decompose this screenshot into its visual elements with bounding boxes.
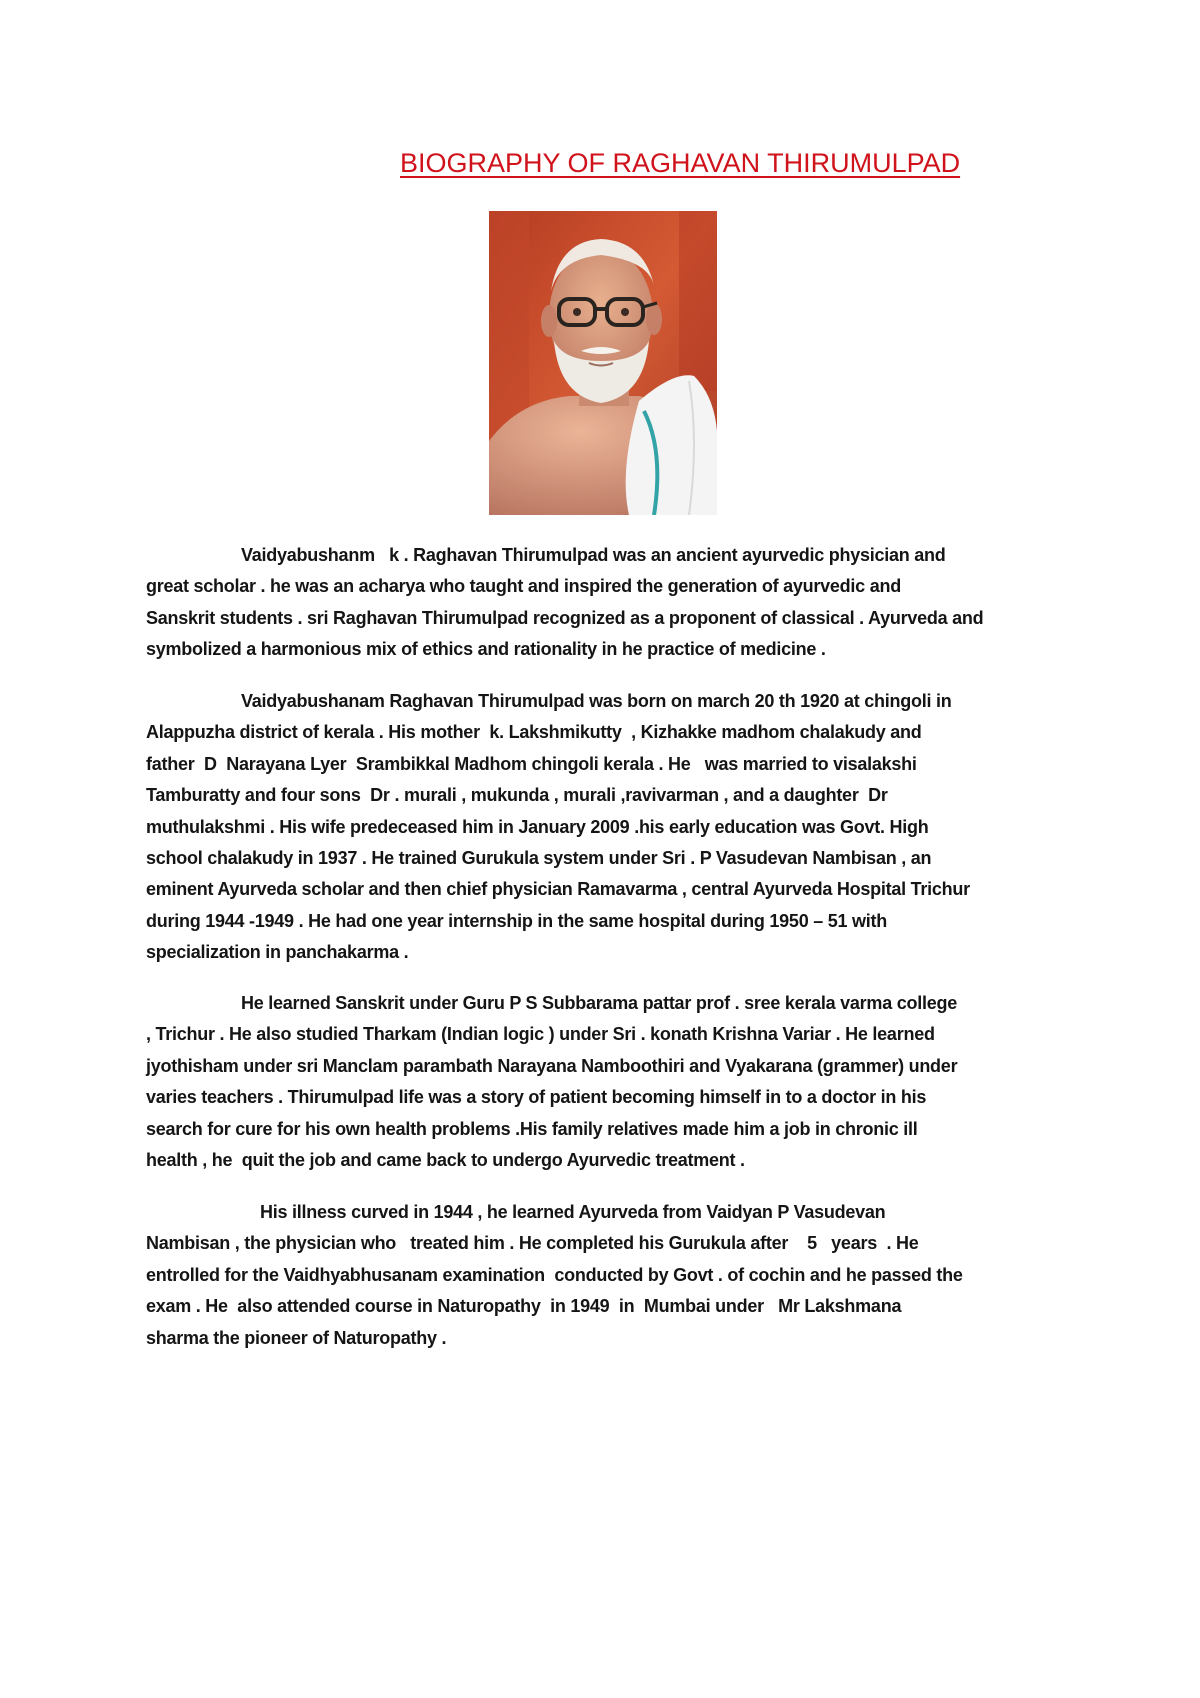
paragraph-line: His illness curved in 1944 , he learned Ayurveda from Vaidyan P Vasudevan — [146, 1202, 886, 1222]
paragraph-line: specialization in panchakarma . — [146, 942, 409, 963]
paragraph-line: Sanskrit students . sri Raghavan Thirumulpad recognized as a proponent of classical . Ayurveda and — [146, 607, 984, 628]
paragraph-4 — [146, 1197, 1066, 1354]
paragraph-3 — [146, 988, 1066, 1176]
paragraph-line: eminent Ayurveda scholar and then chief physician Ramavarma , central Ayurveda Hospital Trichur — [146, 879, 970, 900]
paragraph-line: varies teachers . Thirumulpad life was a story of patient becoming himself in to a doctor in his — [146, 1087, 927, 1108]
paragraph-line: Vaidyabushanm k . Raghavan Thirumulpad was an ancient ayurvedic physician and — [146, 545, 946, 565]
paragraph-line: Vaidyabushanam Raghavan Thirumulpad was born on march 20 th 1920 at chingoli in — [146, 691, 952, 711]
paragraph-line: entrolled for the Vaidhyabhusanam examination conducted by Govt . of cochin and he passed the — [146, 1264, 963, 1285]
paragraph-line: search for cure for his own health problems .His family relatives made him a job in chronic ill — [146, 1118, 918, 1139]
paragraph-line: exam . He also attended course in Naturopathy in 1949 in Mumbai under Mr Lakshmana — [146, 1296, 902, 1317]
paragraph-line: muthulakshmi . His wife predeceased him in January 2009 .his early education was Govt. High — [146, 816, 929, 837]
paragraph-line: great scholar . he was an acharya who taught and inspired the generation of ayurvedic and — [146, 576, 901, 597]
paragraph-line: sharma the pioneer of Naturopathy . — [146, 1327, 447, 1348]
paragraph-line: jyothisham under sri Manclam parambath Narayana Namboothiri and Vyakarana (grammer) under — [146, 1055, 958, 1076]
paragraph-line: father D Narayana Lyer Srambikkal Madhom chingoli kerala . He was married to visalakshi — [146, 753, 917, 774]
paragraph-line: school chalakudy in 1937 . He trained Gurukula system under Sri . P Vasudevan Nambisan , an — [146, 847, 932, 868]
portrait-photo — [489, 211, 717, 515]
portrait-icon — [489, 211, 717, 515]
paragraph-line: He learned Sanskrit under Guru P S Subbarama pattar prof . sree kerala varma college — [146, 993, 957, 1013]
paragraph-line: Nambisan , the physician who treated him . He completed his Gurukula after 5 years . He — [146, 1233, 919, 1254]
paragraph-line: symbolized a harmonious mix of ethics and rationality in he practice of medicine . — [146, 639, 826, 660]
paragraph-1 — [146, 540, 1066, 666]
paragraph-line: , Trichur . He also studied Tharkam (Indian logic ) under Sri . konath Krishna Variar . He learned — [146, 1024, 935, 1045]
paragraph-line: health , he quit the job and came back to undergo Ayurvedic treatment . — [146, 1149, 745, 1170]
paragraph-line: Alappuzha district of kerala . His mother k. Lakshmikutty , Kizhakke madhom chalakudy and — [146, 722, 922, 743]
paragraph-line: Tamburatty and four sons Dr . murali , mukunda , murali ,ravivarman , and a daughter Dr — [146, 785, 888, 806]
paragraph-2 — [146, 686, 1066, 969]
page-title: BIOGRAPHY OF RAGHAVAN THIRUMULPAD — [400, 148, 961, 178]
paragraph-line: during 1944 -1949 . He had one year internship in the same hospital during 1950 – 51 with — [146, 910, 887, 931]
